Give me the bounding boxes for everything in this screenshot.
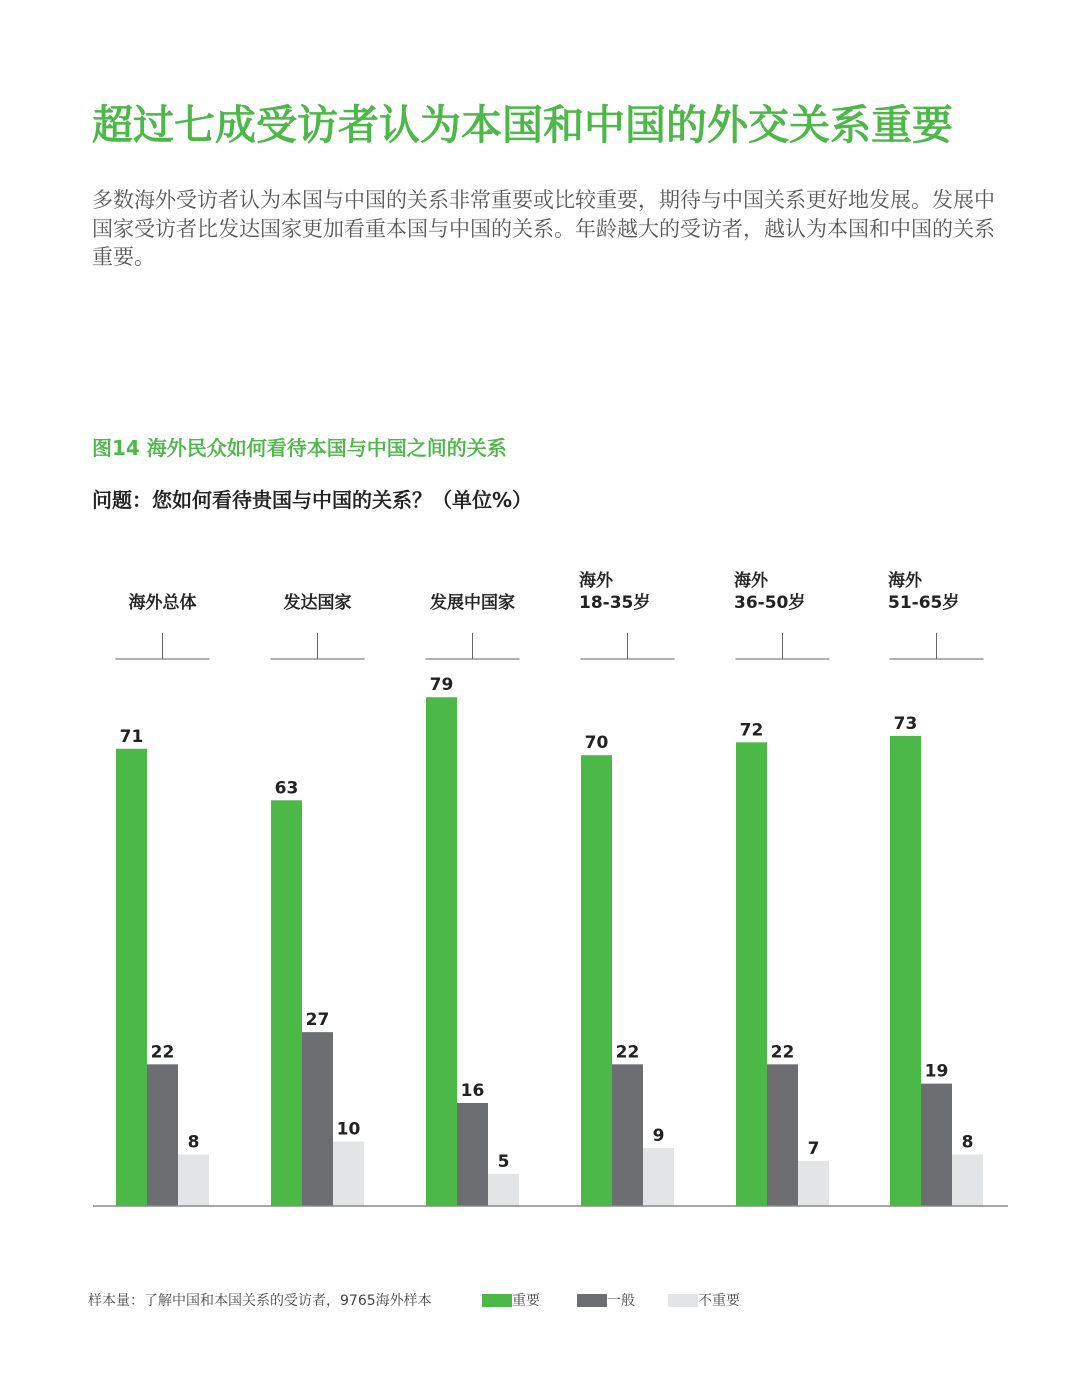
intro-paragraph: 多数海外受访者认为本国与中国的关系非常重要或比较重要，期待与中国关系更好地发展。发展中国家受访者比发达国家更加看重本国与中国的关系。年龄越大的受访者，越认为本国和中国的关系重要。 <box>92 188 995 269</box>
bar-unimportant <box>333 1142 364 1206</box>
grouped-bar-chart <box>0 540 1080 1220</box>
page-headline: 超过七成受访者认为本国和中国的外交关系重要 <box>92 101 953 149</box>
bar-important <box>116 749 147 1206</box>
bar-value-label: 70 <box>584 733 609 754</box>
category-label: 发达国家 <box>283 593 352 613</box>
bar-important <box>581 755 612 1206</box>
sample-size-note: 样本量：了解中国和本国关系的受访者，9765海外样本 <box>88 1293 432 1309</box>
bar-value-label: 10 <box>336 1119 361 1140</box>
bar-important <box>271 800 302 1206</box>
bar-average <box>147 1064 178 1206</box>
bar-value-label: 5 <box>497 1151 510 1172</box>
category-label: 海外 <box>579 571 613 591</box>
bar-value-label: 71 <box>119 726 144 747</box>
category-label: 海外 <box>734 571 768 591</box>
bar-value-label: 22 <box>150 1042 175 1063</box>
bar-value-label: 72 <box>739 720 764 741</box>
bar-unimportant <box>952 1154 983 1206</box>
legend-label-average: 一般 <box>607 1293 635 1309</box>
bar-important <box>736 742 767 1206</box>
bar-value-label: 73 <box>893 713 918 734</box>
bar-value-label: 16 <box>460 1080 485 1101</box>
bar-unimportant <box>488 1174 519 1206</box>
bar-unimportant <box>798 1161 829 1206</box>
category-label: 海外总体 <box>128 593 197 613</box>
bar-value-label: 8 <box>187 1132 200 1153</box>
bar-average <box>457 1103 488 1206</box>
bar-value-label: 8 <box>961 1132 974 1153</box>
legend-label-important: 重要 <box>512 1293 540 1309</box>
bar-average <box>612 1064 643 1206</box>
figure-title: 图14 海外民众如何看待本国与中国之间的关系 <box>92 436 507 460</box>
legend-item-average <box>577 1289 635 1313</box>
bar-value-label: 27 <box>305 1010 330 1031</box>
bar-average <box>302 1032 333 1206</box>
bar-average <box>767 1064 798 1206</box>
category-label: 36-50岁 <box>734 593 806 613</box>
bar-value-label: 22 <box>615 1042 640 1063</box>
category-label: 发展中国家 <box>430 593 515 613</box>
survey-question: 问题：您如何看待贵国与中国的关系？（单位%） <box>92 488 533 512</box>
category-label: 海外 <box>888 571 922 591</box>
legend-swatch-average <box>577 1294 607 1307</box>
bar-value-label: 63 <box>274 778 299 799</box>
bar-value-label: 9 <box>652 1126 665 1147</box>
bar-unimportant <box>643 1148 674 1206</box>
legend-swatch-unimportant <box>668 1294 698 1307</box>
legend-label-unimportant: 不重要 <box>698 1293 740 1309</box>
legend-item-important <box>482 1289 540 1313</box>
category-headers <box>116 570 984 659</box>
legend-item-unimportant <box>668 1289 740 1313</box>
category-label: 18-35岁 <box>579 593 651 613</box>
bar-average <box>921 1084 952 1206</box>
bar-important <box>426 697 457 1206</box>
bar-unimportant <box>178 1154 209 1206</box>
bar-value-label: 7 <box>807 1138 820 1159</box>
bar-value-label: 22 <box>770 1042 795 1063</box>
bar-value-label: 79 <box>429 675 454 696</box>
category-label: 51-65岁 <box>888 593 960 613</box>
bar-groups <box>116 675 983 1206</box>
bar-important <box>890 736 921 1206</box>
bar-value-label: 19 <box>924 1061 949 1082</box>
legend-swatch-important <box>482 1294 512 1307</box>
